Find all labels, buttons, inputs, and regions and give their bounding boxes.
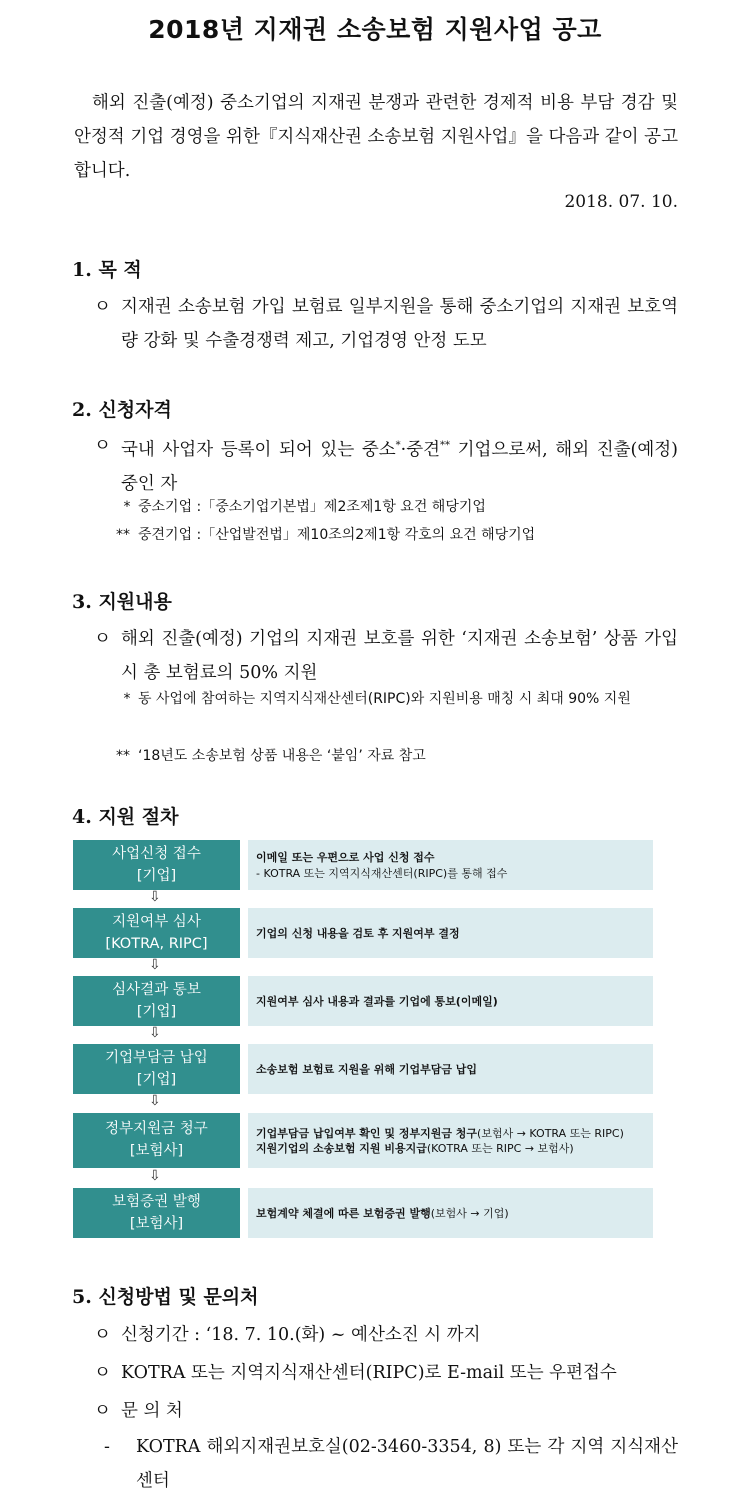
section-2-item <box>94 429 678 501</box>
process-flow <box>73 840 653 1238</box>
section-1-text: 지재권 소송보험 가입 보험료 일부지원을 통해 중소기업의 지재권 보호역량 강화 및 수출경쟁력 제고, 기업경영 안정 도모 <box>121 297 678 351</box>
section-3-heading: 3. 지원내용 <box>72 591 172 613</box>
bullet-icon: ㅇ <box>94 1363 111 1383</box>
page-title: 2018년 지재권 소송보험 지원사업 공고 <box>148 15 602 44</box>
down-arrow-icon: ⇩ <box>149 1093 161 1109</box>
process-step <box>73 1044 653 1094</box>
section-5-item-2: ㅇ KOTRA 또는 지역지식재산센터(RIPC)로 E-mail 또는 우편접수 <box>94 1356 678 1390</box>
section-1-item <box>94 290 678 358</box>
section-2-note-2: ** 중견기업 :「산업발전법」제10조의2제1항 각호의 요건 해당기업 <box>116 527 536 543</box>
section-3-note-1: * 동 사업에 참여하는 지역지식재산센터(RIPC)와 지원비용 매칭 시 최대 90% 지원 <box>123 691 631 707</box>
section-3-text: 해외 진출(예정) 기업의 지재권 보호를 위한 ‘지재권 소송보험’ 상품 가입 시 총 보험료의 50% 지원 <box>121 629 678 683</box>
section-2-heading: 2. 신청자격 <box>72 399 172 421</box>
process-step-desc: 지원여부 심사 내용과 결과를 기업에 통보(이메일) <box>248 976 653 1026</box>
process-step-label: 사업신청 접수 [기업] <box>73 840 240 890</box>
down-arrow-icon: ⇩ <box>149 1168 161 1184</box>
section-2-text: 국내 사업자 등록이 되어 있는 중소*·중견** 기업으로써, 해외 진출(예정)중인 자 <box>121 439 678 494</box>
section-5-contact <box>104 1430 678 1498</box>
intro-paragraph: 해외 진출(예정) 중소기업의 지재권 분쟁과 관련한 경제적 비용 부담 경감 및 안정적 기업 경영을 위한『지식재산권 소송보험 지원사업』을 다음과 같이 공고합니다. <box>74 93 678 181</box>
contact-text: KOTRA 해외지재권보호실(02-3460-3354, 8) 또는 각 지역 지식재산센터 <box>136 1437 678 1491</box>
bullet-icon: ㅇ <box>94 629 111 649</box>
bullet-icon: ㅇ <box>94 1325 111 1345</box>
process-step-desc: 소송보험 보험료 지원을 위해 기업부담금 납입 <box>248 1044 653 1094</box>
dash-marker: - <box>104 1437 110 1457</box>
process-step-label: 정부지원금 청구 [보험사] <box>73 1113 240 1168</box>
process-step <box>73 1113 653 1168</box>
process-step <box>73 976 653 1026</box>
process-step-desc: 기업의 신청 내용을 검토 후 지원여부 결정 <box>248 908 653 958</box>
section-5-heading: 5. 신청방법 및 문의처 <box>72 1286 259 1308</box>
section-4-heading: 4. 지원 절차 <box>72 806 179 828</box>
bullet-icon: ㅇ <box>94 1401 111 1421</box>
down-arrow-icon: ⇩ <box>149 1025 161 1041</box>
process-step-label: 보험증권 발행 [보험사] <box>73 1188 240 1238</box>
process-step-desc: 보험계약 체결에 따른 보험증권 발행(보험사 → 기업) <box>248 1188 653 1238</box>
section-2-note-1: * 중소기업 :「중소기업기본법」제2조제1항 요건 해당기업 <box>123 499 486 515</box>
process-step <box>73 1188 653 1238</box>
section-5-item-1: ㅇ 신청기간 : ‘18. 7. 10.(화) ~ 예산소진 시 까지 <box>94 1318 678 1352</box>
down-arrow-icon: ⇩ <box>149 957 161 973</box>
process-step-label: 기업부담금 납입 [기업] <box>73 1044 240 1094</box>
section-3-note-2: ** ‘18년도 소송보험 상품 내용은 ‘붙임’ 자료 참고 <box>116 748 426 764</box>
section-5-item-3: ㅇ 문 의 처 <box>94 1394 678 1428</box>
section-3-item <box>94 622 678 690</box>
announcement-date: 2018. 07. 10. <box>564 192 678 212</box>
section-1-heading: 1. 목 적 <box>72 259 142 281</box>
bullet-icon: ㅇ <box>94 297 111 317</box>
bullet-icon: ㅇ <box>94 436 111 456</box>
down-arrow-icon: ⇩ <box>149 889 161 905</box>
process-step <box>73 908 653 958</box>
process-step-label: 심사결과 통보 [기업] <box>73 976 240 1026</box>
process-step-desc: 기업부담금 납입여부 확인 및 정부지원금 청구(보험사 → KOTRA 또는 RIPC) 지원기업의 소송보험 지원 비용지급(KOTRA 또는 RIPC → 보험사) <box>248 1113 653 1168</box>
process-step <box>73 840 653 890</box>
process-step-desc: 이메일 또는 우편으로 사업 신청 접수 - KOTRA 또는 지역지식재산센터(RIPC)를 통해 접수 <box>248 840 653 890</box>
process-step-label: 지원여부 심사 [KOTRA, RIPC] <box>73 908 240 958</box>
